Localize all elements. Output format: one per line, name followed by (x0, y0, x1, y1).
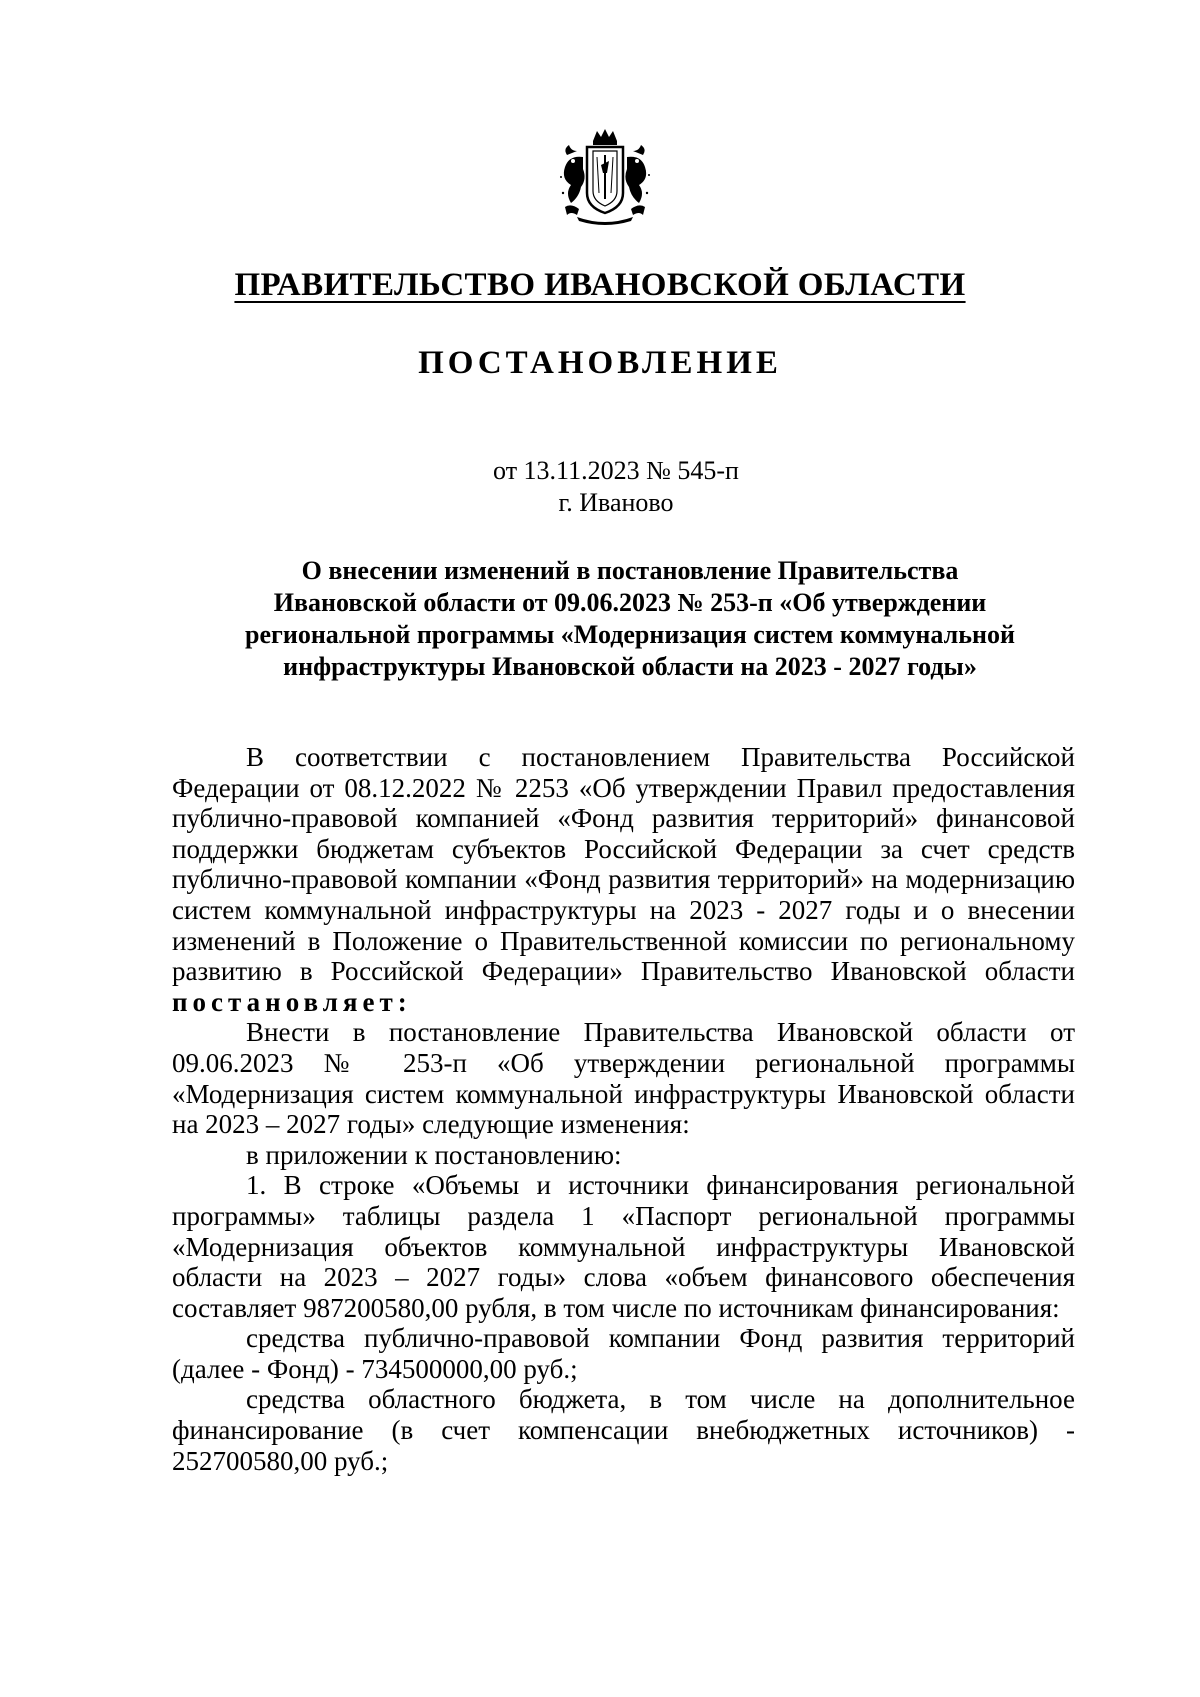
document-meta (0, 455, 1200, 519)
subject-line: инфраструктуры Ивановской области на 2023 - 2027 годы» (283, 652, 977, 681)
city: г. Иваново (558, 488, 674, 517)
resolution-keyword: постановляет: (172, 986, 412, 1017)
document-type: ПОСТАНОВЛЕНИЕ (418, 345, 782, 381)
date-number: от 13.11.2023 № 545-п (493, 456, 739, 485)
document-subject (190, 555, 1070, 683)
body-paragraph: 1. В строке «Объемы и источники финансирования региональной программы» таблицы раздела 1 «Паспорт региональной программы «Модернизация объектов коммунальной инфраструктуры Ивановской области на 2023 – 2027 годы» слова «объем финансового обеспечения составляет 987200580,00 рубля, в том числе по источникам финансирования: (172, 1170, 1075, 1323)
document-body (172, 742, 1075, 1476)
subject-line: Ивановской области от 09.06.2023 № 253-п «Об утверждении (273, 588, 987, 617)
body-paragraph: Внести в постановление Правительства Ивановской области от 09.06.2023 № 253-п «Об утверждении региональной программы «Модернизация систем коммунальной инфраструктуры Ивановской области на 2023 – 2027 годы» следующие изменения: (172, 1017, 1075, 1140)
body-paragraph (172, 742, 1075, 1017)
paragraph-text: В соответствии с постановлением Правительства Российской Федерации от 08.12.2022 № 2253 «Об утверждении Правил предоставления публично-правовой компанией «Фонд развития территорий» финансовой поддержки бюджетам субъектов Российской Федерации за счет средств публично-правовой компании «Фонд развития территорий» на модернизацию систем коммунальной инфраструктуры на 2023 - 2027 годы и о внесении изменений в Положение о Правительственной комиссии по региональному развитию в Российской Федерации» Правительство Ивановской области (172, 742, 1075, 987)
body-paragraph: средства областного бюджета, в том числе на дополнительное финансирование (в счет компенсации внебюджетных источников) - 252700580,00 руб.; (172, 1384, 1075, 1476)
body-paragraph: средства публично-правовой компании Фонд развития территорий (далее - Фонд) - 734500000,00 руб.; (172, 1323, 1075, 1384)
organization-title (0, 265, 1200, 305)
subject-line: О внесении изменений в постановление Правительства (301, 556, 959, 585)
organization-title-text: ПРАВИТЕЛЬСТВО ИВАНОВСКОЙ ОБЛАСТИ (234, 267, 966, 303)
ivanovo-coat-of-arms-icon (557, 127, 653, 227)
subject-line: региональной программы «Модернизация систем коммунальной (245, 620, 1015, 649)
body-paragraph: в приложении к постановлению: (246, 1139, 622, 1170)
